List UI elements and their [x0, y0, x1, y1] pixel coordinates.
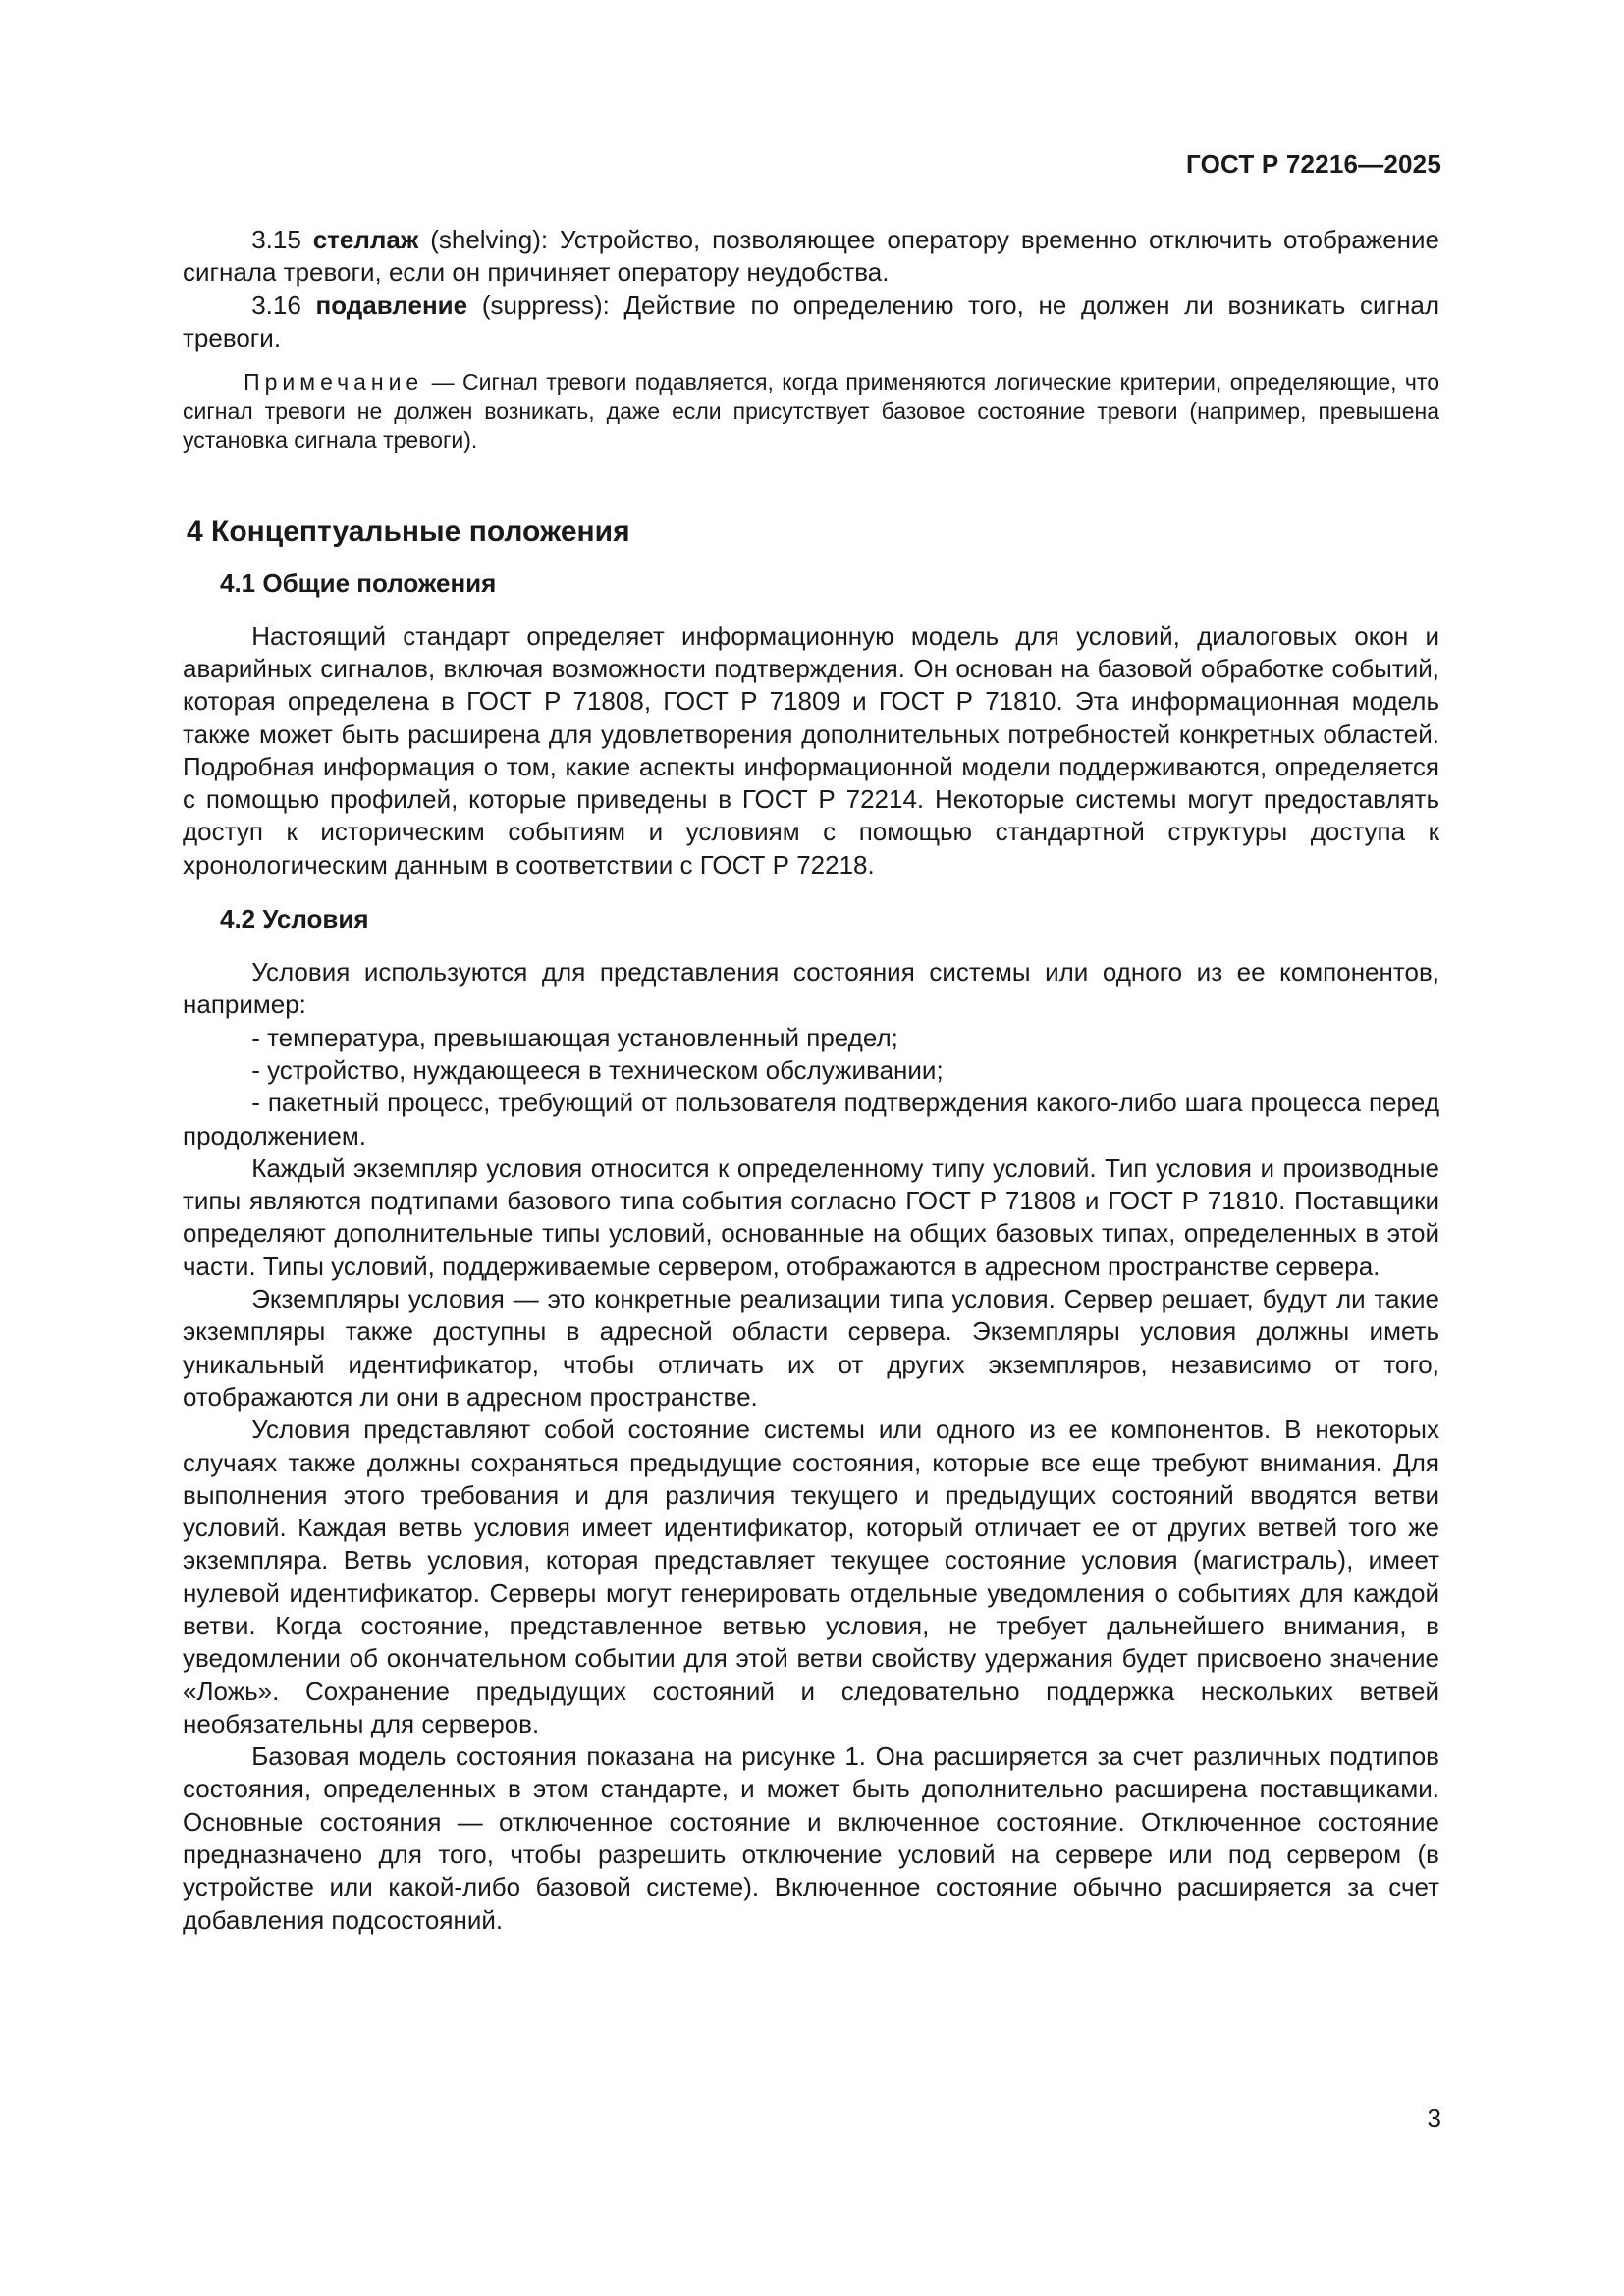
paragraph: Каждый экземпляр условия относится к определенному типу условий. Тип условия и производные типы являются подтипами базового типа события согласно ГОСТ Р 71808 и ГОСТ Р 71810. Поставщики определяют дополнительные типы условий, основанные на общих базовых типах, определенных в этой части. Типы условий, поддерживаемые сервером, отображаются в адресном пространстве сервера.	[183, 1152, 1439, 1281]
definition-3-15	[183, 224, 1439, 290]
page-number: 3	[1427, 2104, 1441, 2133]
note	[183, 368, 1439, 455]
paragraph: Условия используются для представления состояния системы или одного из ее компонентов, например:	[183, 957, 1439, 1020]
list-item: - температура, превышающая установленный предел;	[251, 1022, 898, 1052]
note-label: Примечание	[244, 369, 424, 396]
section-4-1-heading: 4.1 Общие положения	[220, 567, 497, 598]
list-item: - пакетный процесс, требующий от пользователя подтверждения какого-либо шага процесса перед продолжением.	[183, 1088, 1439, 1150]
definition-text: (shelving): Устройство, позволяющее оператору временно отключить отображение сигнала тревоги, если он причиняет оператору неудобства.	[183, 225, 1439, 288]
paragraph: Базовая модель состояния показана на рисунке 1. Она расширяется за счет различных подтипов состояния, определенных в этом стандарте, и может быть дополнительно расширена поставщиками. Основные состояния — отключенное состояние и включенное состояние. Отключенное состояние предназначено для того, чтобы разрешить отключение условий на сервере или под сервером (в устройстве или какой-либо базовой системе). Включенное состояние обычно расширяется за счет добавления подсостояний.	[183, 1741, 1439, 1935]
definition-text: (suppress): Действие по определению того, не должен ли возникать сигнал тревоги.	[183, 290, 1439, 352]
list-item: - устройство, нуждающееся в техническом обслуживании;	[251, 1054, 944, 1085]
definition-number: 3.15	[251, 225, 301, 254]
paragraph: Условия представляют собой состояние системы или одного из ее компонентов. В некоторых случаях также должны сохраняться предыдущие состояния, которые все еще требуют внимания. Для выполнения этого требования и для различия текущего и предыдущих состояний вводятся ветви условий. Каждая ветвь условия имеет идентификатор, который отличает ее от других ветвей того же экземпляра. Ветвь условия, которая представляет текущее состояние условия (магистраль), имеет нулевой идентификатор. Серверы могут генерировать отдельные уведомления о событиях для каждой ветви. Когда состояние, представленное ветвью условия, не требует дальнейшего внимания, в уведомлении об окончательном событии для этой ветви свойству удержания будет присвоено значение «Ложь». Сохранение предыдущих состояний и следовательно поддержка нескольких ветвей необязательны для серверов.	[183, 1415, 1439, 1738]
definition-number: 3.16	[251, 290, 301, 320]
definition-term: стеллаж	[312, 225, 419, 254]
paragraph: Настоящий стандарт определяет информационную модель для условий, диалоговых окон и аварийных сигналов, включая возможности подтверждения. Он основан на базовой обработке событий, которая определена в ГОСТ Р 71808, ГОСТ Р 71809 и ГОСТ Р 71810. Эта информационная модель также может быть расширена для удовлетворения дополнительных потребностей конкретных областей. Подробная информация о том, какие аспекты информационной модели поддерживаются, определяется с помощью профилей, которые приведены в ГОСТ Р 72214. Некоторые системы могут предоставлять доступ к историческим событиям и условиям с помощью стандартной структуры доступа к хронологическим данным в соответствии с ГОСТ Р 72218.	[183, 620, 1439, 880]
definition-term: подавление	[315, 290, 468, 320]
document-header: ГОСТ Р 72216—2025	[1186, 149, 1441, 179]
section-4-2-heading: 4.2 Условия	[220, 904, 369, 934]
note-text: — Сигнал тревоги подавляется, когда применяются логические критерии, определяющие, что сигнал тревоги не должен возникать, даже если присутствует базовое состояние тревоги (например, превышена установка сигнала тревоги).	[183, 369, 1439, 454]
document-body	[183, 224, 1439, 1937]
paragraph: Экземпляры условия — это конкретные реализации типа условия. Сервер решает, будут ли такие экземпляры также доступны в адресной области сервера. Экземпляры условия должны иметь уникальный идентификатор, чтобы отличать их от других экземпляров, независимо от того, отображаются ли они в адресном пространстве.	[183, 1284, 1439, 1412]
definition-3-16	[183, 290, 1439, 355]
section-4-heading: 4 Концептуальные положения	[187, 514, 630, 548]
